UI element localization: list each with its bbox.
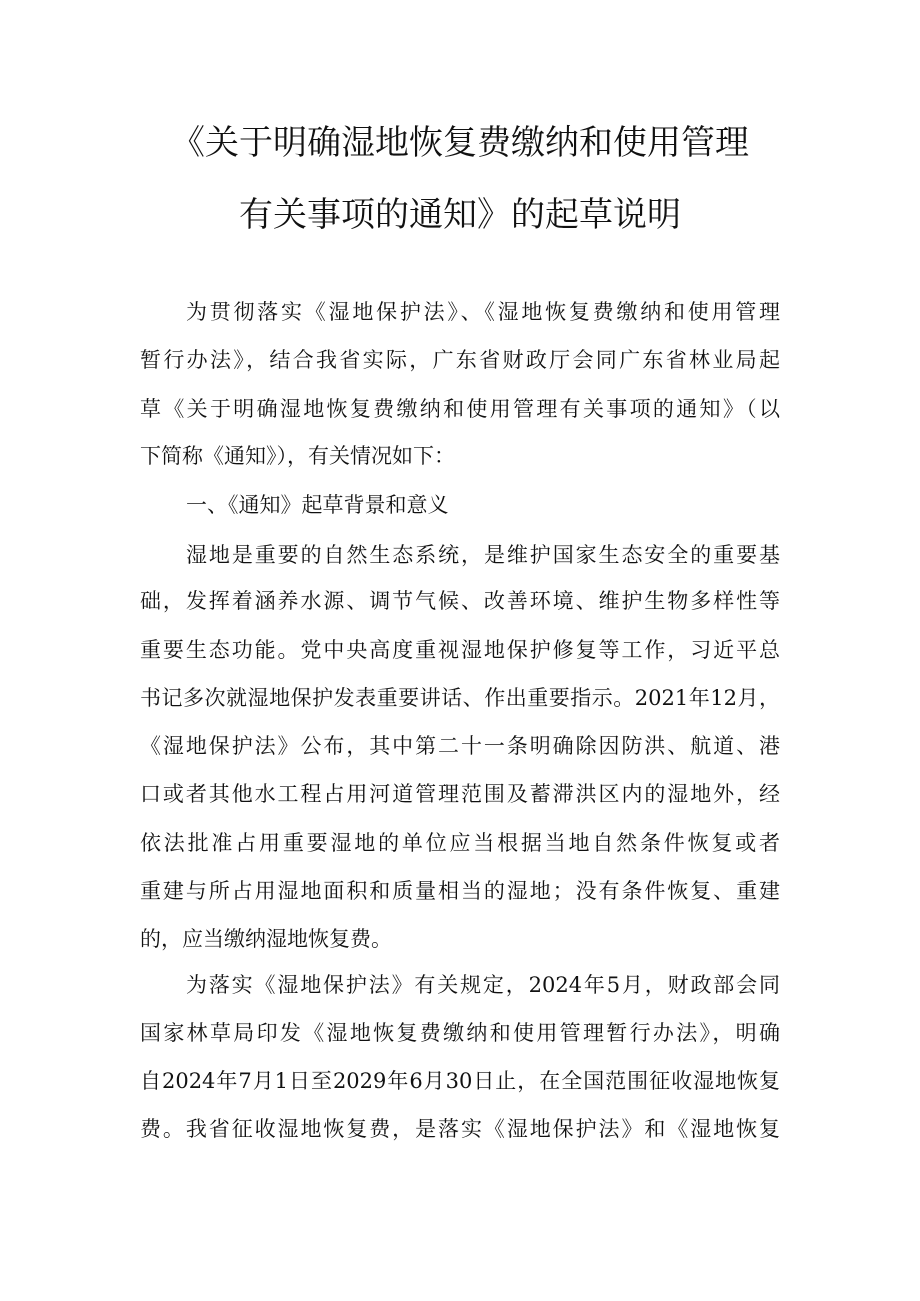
paragraph-line: 重建与所占用湿地面积和质量相当的湿地；没有条件恢复、重建 <box>140 879 780 903</box>
paragraph-line: 口或者其他水工程占用河道管理范围及蓄滞洪区内的湿地外，经 <box>140 782 780 806</box>
intro-line: 草《关于明确湿地恢复费缴纳和使用管理有关事项的通知》（以 <box>140 397 780 421</box>
paragraph-line: 重要生态功能。党中央高度重视湿地保护修复等工作，习近平总 <box>140 638 780 662</box>
paragraph-line: 湿地是重要的自然生态系统，是维护国家生态安全的重要基 <box>186 543 780 567</box>
intro-line: 暂行办法》，结合我省实际，广东省财政厅会同广东省林业局起 <box>140 348 780 372</box>
paragraph-line: 础，发挥着涵养水源、调节气候、改善环境、维护生物多样性等 <box>140 589 780 613</box>
paragraph-line: 国家林草局印发《湿地恢复费缴纳和使用管理暂行办法》，明确 <box>140 1021 780 1045</box>
intro-line: 为贯彻落实《湿地保护法》、《湿地恢复费缴纳和使用管理 <box>186 300 780 324</box>
paragraph-line: 《湿地保护法》公布，其中第二十一条明确除因防洪、航道、港 <box>140 734 780 758</box>
paragraph-line: 费。我省征收湿地恢复费，是落实《湿地保护法》和《湿地恢复 <box>140 1117 780 1141</box>
paragraph-line: 书记多次就湿地保护发表重要讲话、作出重要指示。2021年12月， <box>140 686 780 710</box>
paragraph-line: 的，应当缴纳湿地恢复费。 <box>140 927 392 951</box>
paragraph-line: 为落实《湿地保护法》有关规定，2024年5月，财政部会同 <box>186 973 780 997</box>
section-heading: 一、《通知》起草背景和意义 <box>186 493 449 517</box>
paragraph-line: 依法批准占用重要湿地的单位应当根据当地自然条件恢复或者 <box>140 831 780 855</box>
intro-line: 下简称《通知》），有关情况如下： <box>140 444 455 468</box>
paragraph-line: 自2024年7月1日至2029年6月30日止，在全国范围征收湿地恢复 <box>140 1069 780 1093</box>
document-title-line-1: 《关于明确湿地恢复费缴纳和使用管理 <box>171 123 749 163</box>
document-title-line-2: 有关事项的通知》的起草说明 <box>239 195 681 235</box>
